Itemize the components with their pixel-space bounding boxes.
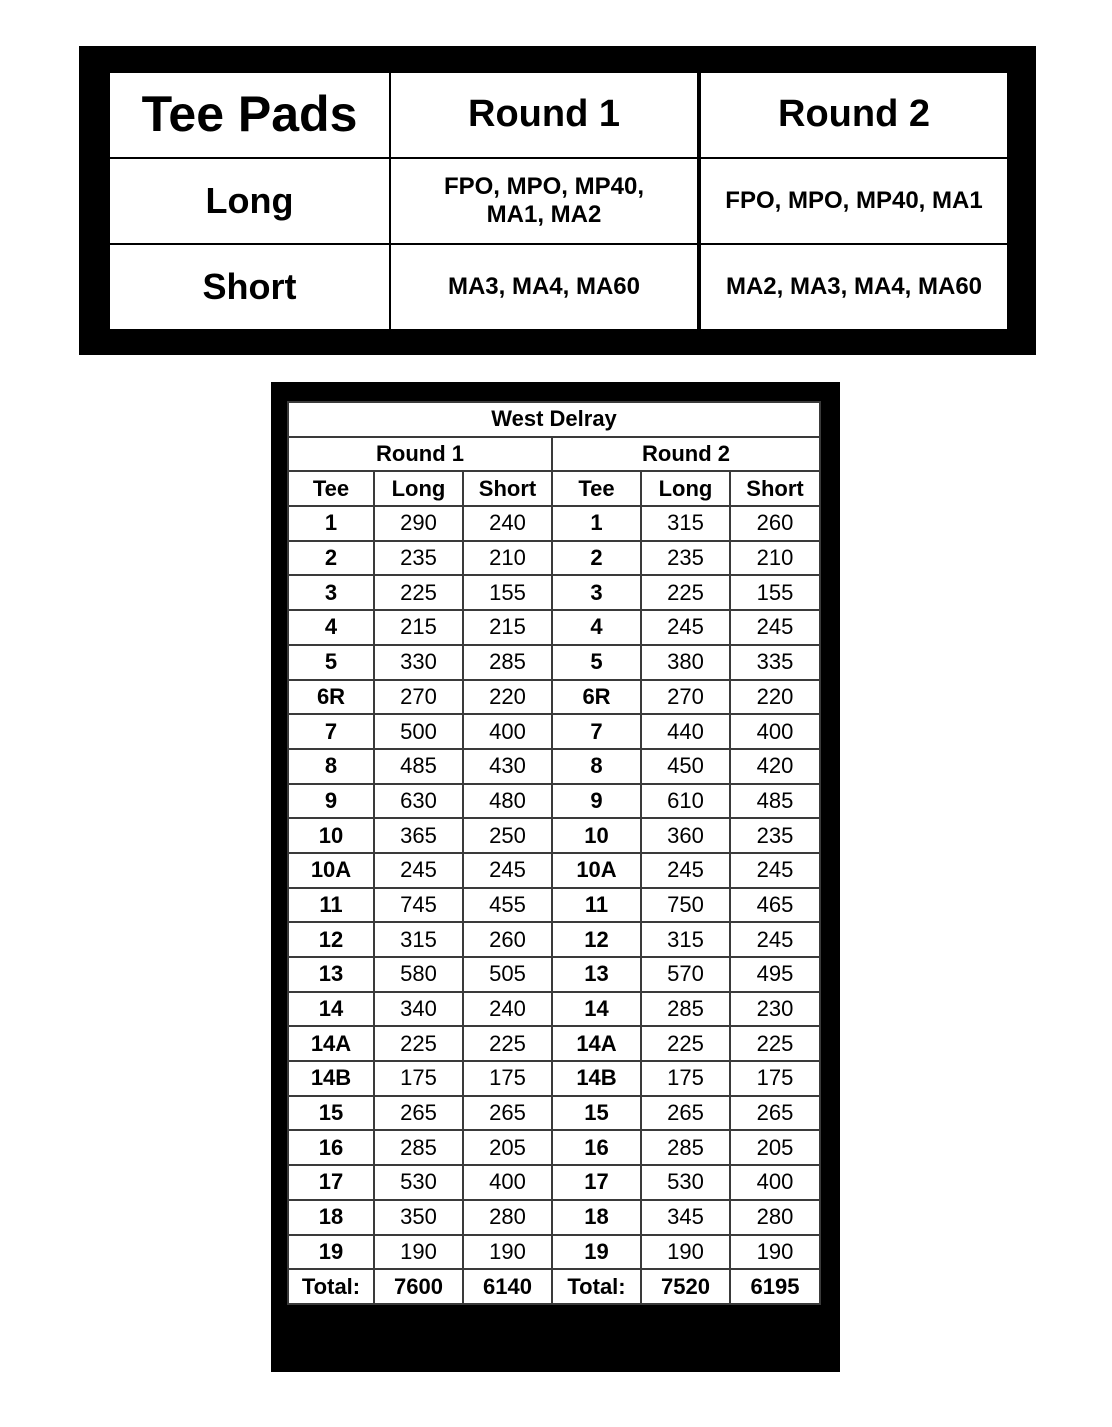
- long-round-1-divisions: [390, 158, 699, 244]
- round-1-short-cell: 505: [463, 957, 552, 992]
- table-row: [288, 541, 820, 576]
- long-round-1-line-1: FPO, MPO, MP40,: [443, 173, 645, 201]
- round-1-short-cell: 400: [463, 1165, 552, 1200]
- round-2-tee-cell: 14B: [552, 1061, 641, 1096]
- round-2-long-total: 7520: [641, 1269, 730, 1304]
- round-2-tee-cell: 15: [552, 1096, 641, 1131]
- round-2-long-cell: 245: [641, 853, 730, 888]
- round-1-tee-cell: 3: [288, 575, 374, 610]
- round-1-short-cell: 455: [463, 888, 552, 923]
- round-2-long-cell: 190: [641, 1235, 730, 1270]
- round-1-short-cell: 225: [463, 1026, 552, 1061]
- round-2-short-cell: 155: [730, 575, 820, 610]
- round-2-short-cell: 230: [730, 992, 820, 1027]
- round-1-short-cell: 245: [463, 853, 552, 888]
- round-2-short-cell: 495: [730, 957, 820, 992]
- pad-name-long: Long: [109, 158, 390, 244]
- round-1-long-cell: 500: [374, 714, 463, 749]
- round-2-long-cell: 270: [641, 680, 730, 715]
- round-1-long-cell: 485: [374, 749, 463, 784]
- round-2-short-cell: 400: [730, 714, 820, 749]
- round-1-long-cell: 225: [374, 575, 463, 610]
- table-row: [288, 992, 820, 1027]
- round-2-long-cell: 610: [641, 784, 730, 819]
- column-header-long: Long: [641, 471, 730, 506]
- column-header-short: Short: [730, 471, 820, 506]
- table-row: [288, 957, 820, 992]
- round-2-long-cell: 245: [641, 610, 730, 645]
- round-1-tee-cell: 10A: [288, 853, 374, 888]
- round-2-long-cell: 225: [641, 1026, 730, 1061]
- round-2-short-cell: 225: [730, 1026, 820, 1061]
- round-2-long-cell: 315: [641, 506, 730, 541]
- long-round-1-line-2: MA1, MA2: [486, 201, 602, 228]
- round-2-long-cell: 750: [641, 888, 730, 923]
- round-1-tee-cell: 12: [288, 922, 374, 957]
- round-1-long-cell: 630: [374, 784, 463, 819]
- round-1-tee-cell: 17: [288, 1165, 374, 1200]
- round-2-short-cell: 210: [730, 541, 820, 576]
- round-2-long-cell: 315: [641, 922, 730, 957]
- round-2-long-cell: 530: [641, 1165, 730, 1200]
- round-1-tee-cell: 2: [288, 541, 374, 576]
- round-1-long-cell: 290: [374, 506, 463, 541]
- round-2-short-cell: 220: [730, 680, 820, 715]
- round-2-long-cell: 285: [641, 992, 730, 1027]
- round-1-long-cell: 225: [374, 1026, 463, 1061]
- round-1-tee-cell: 15: [288, 1096, 374, 1131]
- round-1-long-cell: 745: [374, 888, 463, 923]
- short-round-1-divisions: [390, 244, 699, 330]
- round-2-short-cell: 205: [730, 1130, 820, 1165]
- tee-pads-row-short: [109, 244, 1008, 330]
- table-row: [288, 1235, 820, 1270]
- round-2-short-cell: 265: [730, 1096, 820, 1131]
- round-2-tee-cell: 2: [552, 541, 641, 576]
- round-2-long-cell: 265: [641, 1096, 730, 1131]
- round-2-long-cell: 380: [641, 645, 730, 680]
- round-2-short-cell: 175: [730, 1061, 820, 1096]
- table-row: [288, 506, 820, 541]
- round-1-long-cell: 190: [374, 1235, 463, 1270]
- round-1-long-cell: 350: [374, 1200, 463, 1235]
- round-1-tee-cell: 16: [288, 1130, 374, 1165]
- column-header-tee: Tee: [288, 471, 374, 506]
- round-2-short-total: 6195: [730, 1269, 820, 1304]
- round-2-short-cell: 235: [730, 818, 820, 853]
- round-2-tee-cell: 10: [552, 818, 641, 853]
- round-2-tee-cell: 14A: [552, 1026, 641, 1061]
- round-1-short-cell: 280: [463, 1200, 552, 1235]
- round-2-long-cell: 285: [641, 1130, 730, 1165]
- round-1-short-cell: 400: [463, 714, 552, 749]
- round-2-tee-cell: 12: [552, 922, 641, 957]
- round-1-tee-cell: 14: [288, 992, 374, 1027]
- round-2-tee-cell: 10A: [552, 853, 641, 888]
- course-title: West Delray: [288, 402, 820, 437]
- round-1-short-cell: 240: [463, 506, 552, 541]
- round-2-tee-cell: 7: [552, 714, 641, 749]
- round-2-tee-cell: 1: [552, 506, 641, 541]
- round-2-tee-cell: 9: [552, 784, 641, 819]
- round-1-short-cell: 265: [463, 1096, 552, 1131]
- table-row: [288, 1026, 820, 1061]
- round-1-short-cell: 285: [463, 645, 552, 680]
- round-1-long-cell: 215: [374, 610, 463, 645]
- table-row: [288, 680, 820, 715]
- round-1-long-cell: 265: [374, 1096, 463, 1131]
- round-1-long-cell: 235: [374, 541, 463, 576]
- round-2-tee-cell: 4: [552, 610, 641, 645]
- round-1-short-cell: 260: [463, 922, 552, 957]
- table-row: [288, 1200, 820, 1235]
- course-distance-table: [287, 401, 821, 1305]
- column-header-short: Short: [463, 471, 552, 506]
- table-row: [288, 610, 820, 645]
- table-row: [288, 645, 820, 680]
- round-1-short-cell: 220: [463, 680, 552, 715]
- table-row: [288, 1165, 820, 1200]
- column-header-row: [288, 471, 820, 506]
- short-round-1-line-1: MA3, MA4, MA60: [447, 273, 641, 301]
- round-1-tee-cell: 7: [288, 714, 374, 749]
- table-row: [288, 575, 820, 610]
- round-2-tee-cell: 3: [552, 575, 641, 610]
- round-2-long-cell: 175: [641, 1061, 730, 1096]
- round-2-tee-cell: 17: [552, 1165, 641, 1200]
- course-round-2-header: Round 2: [552, 437, 820, 472]
- round-2-long-cell: 235: [641, 541, 730, 576]
- table-row: [288, 818, 820, 853]
- round-1-short-cell: 215: [463, 610, 552, 645]
- round-1-long-cell: 330: [374, 645, 463, 680]
- round-2-long-cell: 570: [641, 957, 730, 992]
- round-1-tee-cell: 19: [288, 1235, 374, 1270]
- round-2-long-cell: 225: [641, 575, 730, 610]
- round-1-tee-cell: 18: [288, 1200, 374, 1235]
- tee-pads-row-long: [109, 158, 1008, 244]
- round-1-long-total: 7600: [374, 1269, 463, 1304]
- round-1-short-cell: 155: [463, 575, 552, 610]
- round-2-short-cell: 335: [730, 645, 820, 680]
- table-row: [288, 1061, 820, 1096]
- round-1-long-cell: 530: [374, 1165, 463, 1200]
- totals-row: [288, 1269, 820, 1304]
- round-1-tee-cell: 14A: [288, 1026, 374, 1061]
- round-2-long-cell: 440: [641, 714, 730, 749]
- round-1-short-cell: 190: [463, 1235, 552, 1270]
- short-round-2-divisions: MA2, MA3, MA4, MA60: [699, 244, 1008, 330]
- round-1-tee-cell: 5: [288, 645, 374, 680]
- table-row: [288, 888, 820, 923]
- round-2-tee-cell: 19: [552, 1235, 641, 1270]
- round-2-header: Round 2: [699, 72, 1008, 158]
- round-1-tee-cell: 1: [288, 506, 374, 541]
- long-round-2-divisions: FPO, MPO, MP40, MA1: [699, 158, 1008, 244]
- round-1-long-cell: 270: [374, 680, 463, 715]
- round-1-long-cell: 580: [374, 957, 463, 992]
- round-1-long-cell: 285: [374, 1130, 463, 1165]
- round-2-long-cell: 450: [641, 749, 730, 784]
- round-1-short-total: 6140: [463, 1269, 552, 1304]
- round-1-tee-cell: 11: [288, 888, 374, 923]
- round-1-short-cell: 430: [463, 749, 552, 784]
- round-1-short-cell: 480: [463, 784, 552, 819]
- round-1-total-label: Total:: [288, 1269, 374, 1304]
- round-2-short-cell: 245: [730, 853, 820, 888]
- round-1-tee-cell: 8: [288, 749, 374, 784]
- table-row: [288, 853, 820, 888]
- tee-pads-corner-label: Tee Pads: [109, 72, 390, 158]
- round-2-short-cell: 280: [730, 1200, 820, 1235]
- round-2-tee-cell: 16: [552, 1130, 641, 1165]
- column-header-tee: Tee: [552, 471, 641, 506]
- round-2-tee-cell: 11: [552, 888, 641, 923]
- table-row: [288, 922, 820, 957]
- round-2-short-cell: 400: [730, 1165, 820, 1200]
- round-2-short-cell: 245: [730, 922, 820, 957]
- round-1-tee-cell: 4: [288, 610, 374, 645]
- round-2-short-cell: 485: [730, 784, 820, 819]
- tee-pads-table: [108, 71, 1009, 331]
- round-2-tee-cell: 18: [552, 1200, 641, 1235]
- table-row: [288, 1130, 820, 1165]
- round-1-long-cell: 175: [374, 1061, 463, 1096]
- round-2-tee-cell: 13: [552, 957, 641, 992]
- pad-name-short: Short: [109, 244, 390, 330]
- course-round-1-header: Round 1: [288, 437, 552, 472]
- tee-pads-header-row: [109, 72, 1008, 158]
- round-2-short-cell: 190: [730, 1235, 820, 1270]
- round-2-long-cell: 360: [641, 818, 730, 853]
- round-2-short-cell: 245: [730, 610, 820, 645]
- column-header-long: Long: [374, 471, 463, 506]
- round-2-short-cell: 465: [730, 888, 820, 923]
- round-1-long-cell: 340: [374, 992, 463, 1027]
- round-2-short-cell: 420: [730, 749, 820, 784]
- round-1-short-cell: 205: [463, 1130, 552, 1165]
- round-1-tee-cell: 6R: [288, 680, 374, 715]
- round-1-long-cell: 245: [374, 853, 463, 888]
- round-1-long-cell: 365: [374, 818, 463, 853]
- round-1-short-cell: 175: [463, 1061, 552, 1096]
- table-row: [288, 749, 820, 784]
- round-1-long-cell: 315: [374, 922, 463, 957]
- round-1-short-cell: 210: [463, 541, 552, 576]
- round-1-header: Round 1: [390, 72, 699, 158]
- round-2-tee-cell: 5: [552, 645, 641, 680]
- table-row: [288, 714, 820, 749]
- table-row: [288, 784, 820, 819]
- round-header-row: [288, 437, 820, 472]
- round-1-short-cell: 240: [463, 992, 552, 1027]
- course-title-row: [288, 402, 820, 437]
- round-2-total-label: Total:: [552, 1269, 641, 1304]
- round-1-tee-cell: 10: [288, 818, 374, 853]
- round-2-long-cell: 345: [641, 1200, 730, 1235]
- round-2-tee-cell: 8: [552, 749, 641, 784]
- round-2-tee-cell: 6R: [552, 680, 641, 715]
- round-2-tee-cell: 14: [552, 992, 641, 1027]
- table-row: [288, 1096, 820, 1131]
- round-1-short-cell: 250: [463, 818, 552, 853]
- round-1-tee-cell: 9: [288, 784, 374, 819]
- round-1-tee-cell: 13: [288, 957, 374, 992]
- round-1-tee-cell: 14B: [288, 1061, 374, 1096]
- round-2-short-cell: 260: [730, 506, 820, 541]
